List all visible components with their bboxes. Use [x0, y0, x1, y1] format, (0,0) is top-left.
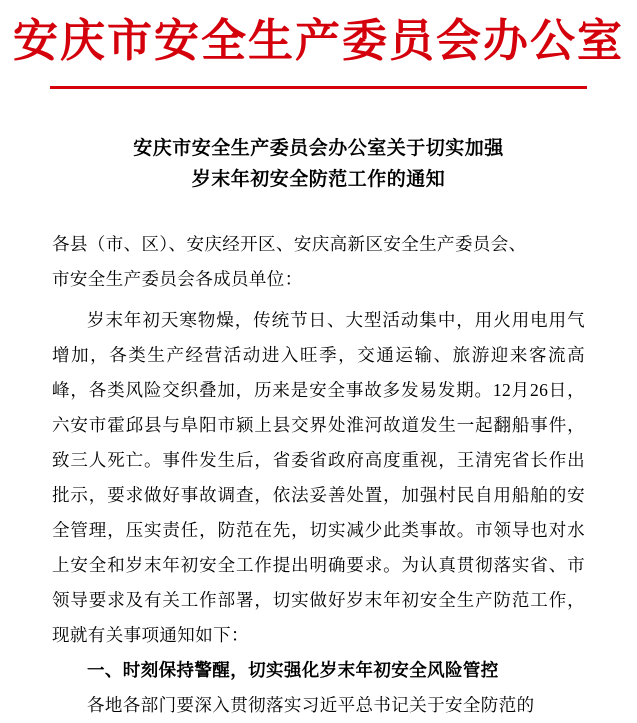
- recipients-block: [52, 227, 585, 297]
- document-title-line-1: 安庆市安全生产委员会办公室关于切实加强: [133, 137, 504, 159]
- section-heading-1: 一、时刻保持警醒，切实强化岁末年初安全风险管控: [87, 660, 499, 681]
- document-title: [52, 133, 585, 196]
- masthead-title: 安庆市安全生产委员会办公室: [12, 16, 624, 66]
- recipients-line-1: 各县（市、区）、安庆经开区、安庆高新区安全生产委员会、: [52, 234, 527, 255]
- document-title-line-2: 岁末年初安全防范工作的通知: [191, 169, 446, 191]
- recipients-line-2: 市安全生产委员会各成员单位：: [52, 269, 303, 290]
- body-paragraph-1: 岁末年初天寒物燥，传统节日、大型活动集中，用火用电用气增加，各类生产经营活动进入旺季，交通运输、旅游迎来客流高峰，各类风险交织叠加，历来是安全事故多发易发期。12月26日，六安市霍邱县与阜阳市颍上县交界处淮河故道发生一起翻船事件，致三人死亡。事件发生后，省委省政府高度重视，王清宪省长作出批示，要求做好事故调查，依法妥善处置，加强村民自用船舶的安全管理，压实责任，防范在先，切实减少此类事故。市领导也对水上安全和岁末年初安全工作提出明确要求。为认真贯彻落实省、市领导要求及有关工作部署，切实做好岁末年初安全生产防范工作，现就有关事项通知如下：: [52, 310, 585, 646]
- document-body: [0, 89, 637, 723]
- masthead: [0, 0, 637, 89]
- section-paragraph-1: 各地各部门要深入贯彻落实习近平总书记关于安全防范的: [87, 695, 535, 716]
